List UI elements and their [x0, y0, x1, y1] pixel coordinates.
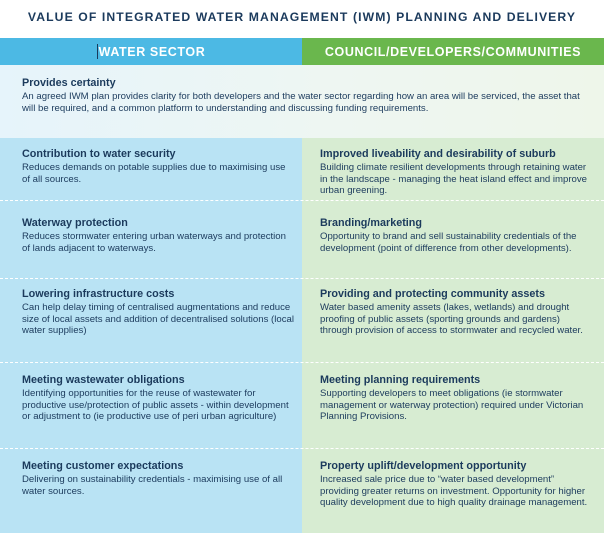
- council-item: [320, 288, 592, 337]
- council-item-body: Building climate resilient developments through retaining water in the landscape - managing the heat island effect and improve urban greening.: [320, 162, 588, 197]
- intro-heading: Provides certainty: [22, 77, 116, 89]
- water-item-body: Can help delay timing of centralised augmentations and reduce size of local assets and addition of decentralised solutions (local water supplies): [22, 302, 294, 337]
- water-sector-header: [0, 38, 302, 65]
- council-item-body: Opportunity to brand and sell sustainability credentials of the development (point of difference from other developments).: [320, 231, 577, 254]
- council-item-heading: Meeting planning requirements: [320, 374, 481, 386]
- row-divider: [0, 200, 604, 201]
- water-item-body: Reduces demands on potable supplies due to maximising use of all sources.: [22, 162, 286, 185]
- council-item-heading: Providing and protecting community assets: [320, 288, 545, 300]
- water-sector-header-label: WATER SECTOR: [98, 44, 206, 59]
- council-item-body: Water based amenity assets (lakes, wetlands) and drought proofing of public assets (sporting grounds and gardens) through provision of access to stormwater and recycled water.: [320, 302, 583, 337]
- council-header: [302, 38, 604, 65]
- council-item-heading: Property uplift/development opportunity: [320, 460, 527, 472]
- council-item: [320, 374, 592, 423]
- intro-body: An agreed IWM plan provides clarity for both developers and the water sector regarding how an area will be serviced, the asset that will be required, and a common platform to understanding and discussing funding requirements.: [22, 91, 580, 114]
- water-item: [22, 460, 294, 497]
- text-cursor: [97, 44, 98, 59]
- water-item: [22, 148, 294, 185]
- council-item-body: Increased sale price due to “water based development” providing greater returns on investment. Opportunity for higher quality development due to high quality drainage management.: [320, 474, 588, 509]
- water-item-heading: Contribution to water security: [22, 148, 176, 160]
- council-item: [320, 460, 592, 509]
- page-title: VALUE OF INTEGRATED WATER MANAGEMENT (IWM) PLANNING AND DELIVERY: [27, 10, 577, 24]
- council-header-label: COUNCIL/DEVELOPERS/COMMUNITIES: [324, 44, 582, 59]
- water-item-body: Delivering on sustainability credentials - maximising use of all water sources.: [22, 474, 283, 497]
- water-item: [22, 374, 294, 423]
- water-item-heading: Lowering infrastructure costs: [22, 288, 175, 300]
- council-item-heading: Improved liveability and desirability of suburb: [320, 148, 556, 160]
- water-item-body: Identifying opportunities for the reuse of wastewater for productive use/protection of public assets - within development or adjustment to (ie productive use of peri urban agriculture): [22, 388, 289, 423]
- intro-block: [22, 77, 582, 114]
- water-item-heading: Waterway protection: [22, 217, 128, 229]
- water-item-heading: Meeting customer expectations: [22, 460, 184, 472]
- water-item-body: Reduces stormwater entering urban waterways and protection of lands adjacent to waterways.: [22, 231, 286, 254]
- water-item: [22, 217, 294, 254]
- council-item-heading: Branding/marketing: [320, 217, 422, 229]
- row-divider: [0, 278, 604, 279]
- council-item-body: Supporting developers to meet obligations (ie stormwater management or waterway protection) required under Victorian Planning Provisions.: [320, 388, 584, 423]
- row-divider: [0, 362, 604, 363]
- council-item: [320, 217, 592, 254]
- council-item: [320, 148, 592, 197]
- row-divider: [0, 448, 604, 449]
- water-item-heading: Meeting wastewater obligations: [22, 374, 185, 386]
- water-item: [22, 288, 294, 337]
